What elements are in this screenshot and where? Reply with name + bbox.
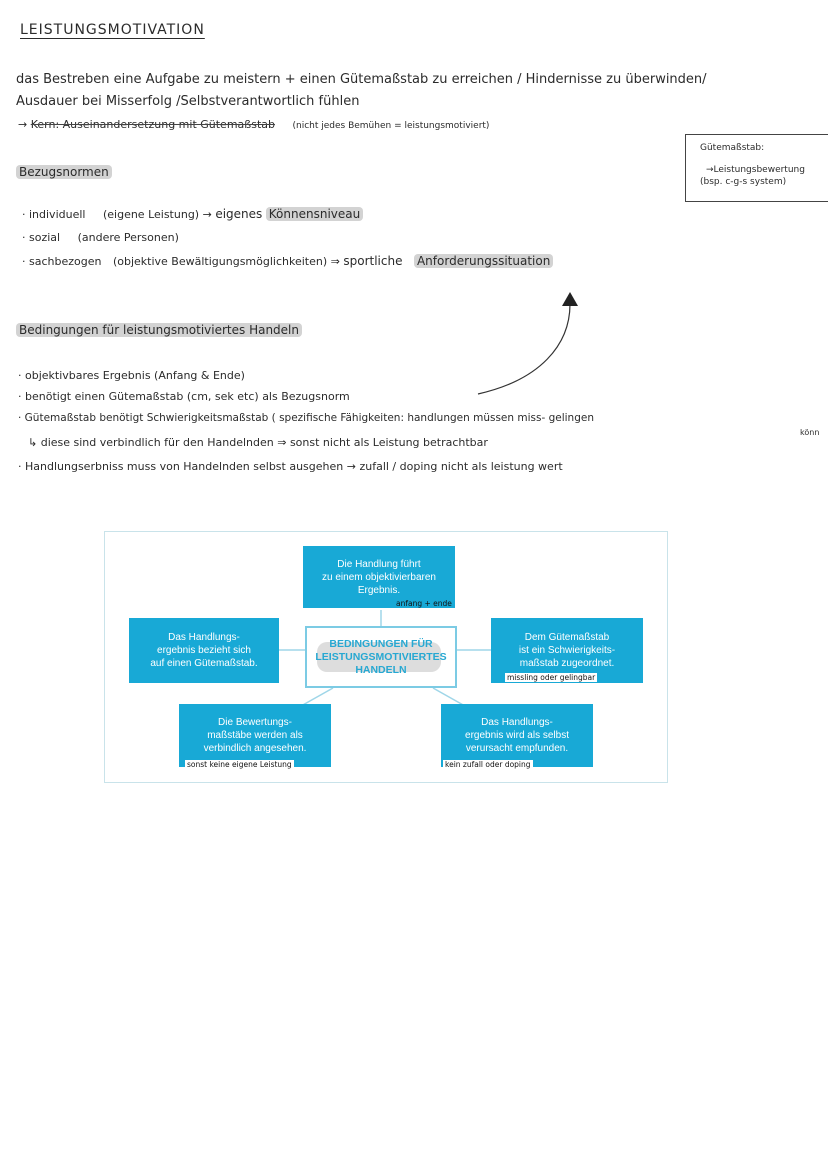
bezugsnormen-heading: Bezugsnormen bbox=[16, 165, 112, 179]
bedingung-item-2: · benötigt einen Gütemaßstab (cm, sek etc) als Bezugsnorm bbox=[18, 390, 350, 403]
annotation-bottom-left: sonst keine eigene Leistung bbox=[187, 760, 292, 769]
conditions-diagram bbox=[104, 531, 668, 783]
diagram-box-right: Dem Gütemaßstab ist ein Schwierigkeits- maßstab zugeordnet. bbox=[491, 618, 643, 683]
definition-line-2: Ausdauer bei Misserfolg /Selbstverantwortlich fühlen bbox=[16, 94, 360, 109]
diagram-center-box bbox=[305, 626, 457, 688]
kern-line bbox=[18, 118, 489, 131]
annotation-right: missling oder gelingbar bbox=[507, 673, 596, 682]
bedingungen-heading: Bedingungen für leistungsmotiviertes Handeln bbox=[16, 323, 302, 337]
diagram-center-title: BEDINGUNGEN FÜR LEISTUNGSMOTIVIERTES HANDELN bbox=[315, 637, 447, 676]
bedingung-overflow: könn bbox=[800, 428, 820, 437]
arrow-icon: → bbox=[202, 208, 212, 221]
diagram-box-left: Das Handlungs- ergebnis bezieht sich auf einen Gütemaßstab. bbox=[129, 618, 279, 683]
bedingung-item-3: · Gütemaßstab benötigt Schwierigkeitsmaßstab ( spezifische Fähigkeiten: handlungen müssen miss- gelingen bbox=[18, 412, 594, 424]
side-note-title: Gütemaßstab: bbox=[700, 143, 765, 153]
kern-note: (nicht jedes Bemühen = leistungsmotiviert) bbox=[292, 121, 490, 131]
diagram-box-bottom-left: Die Bewertungs- maßstäbe werden als verbindlich angesehen. bbox=[179, 704, 331, 767]
bezugsnorm-individuell: · individuell (eigene Leistung) → eigenes Könnensniveau bbox=[22, 207, 363, 221]
side-note-box bbox=[685, 134, 828, 202]
curved-arrow-icon bbox=[470, 290, 590, 400]
double-arrow-icon: ⇒ bbox=[330, 255, 340, 268]
annotation-bottom-right: kein zufall oder doping bbox=[445, 760, 531, 769]
bedingung-item-4: · Handlungserbniss muss von Handelnden selbst ausgehen → zufall / doping nicht als leistung wert bbox=[18, 460, 563, 473]
bedingung-item-1: · objektivbares Ergebnis (Anfang & Ende) bbox=[18, 369, 245, 382]
arrow-icon: → bbox=[18, 118, 28, 131]
definition-line-1: das Bestreben eine Aufgabe zu meistern + einen Gütemaßstab zu erreichen / Hindernisse zu überwinden/ bbox=[16, 72, 707, 87]
kern-text: Kern: Auseinandersetzung mit Gütemaßstab bbox=[30, 118, 275, 131]
diagram-box-top: Die Handlung führt zu einem objektivierbaren Ergebnis. bbox=[303, 546, 455, 608]
bezugsnorm-sachbezogen: · sachbezogen (objektive Bewältigungsmöglichkeiten) ⇒ sportliche Anforderungssituation bbox=[22, 254, 553, 268]
side-note-line-1: →Leistungsbewertung bbox=[706, 165, 805, 175]
annotation-top: anfang + ende bbox=[396, 599, 452, 608]
diagram-box-bottom-right: Das Handlungs- ergebnis wird als selbst verursacht empfunden. bbox=[441, 704, 593, 767]
bezugsnorm-sozial: · sozial (andere Personen) bbox=[22, 231, 179, 244]
side-note-line-2: (bsp. c-g-s system) bbox=[700, 177, 787, 187]
bedingung-item-3-sub: ↳ diese sind verbindlich für den Handelnden ⇒ sonst nicht als Leistung betrachtbar bbox=[28, 436, 488, 449]
page-title: LEISTUNGSMOTIVATION bbox=[20, 22, 205, 38]
